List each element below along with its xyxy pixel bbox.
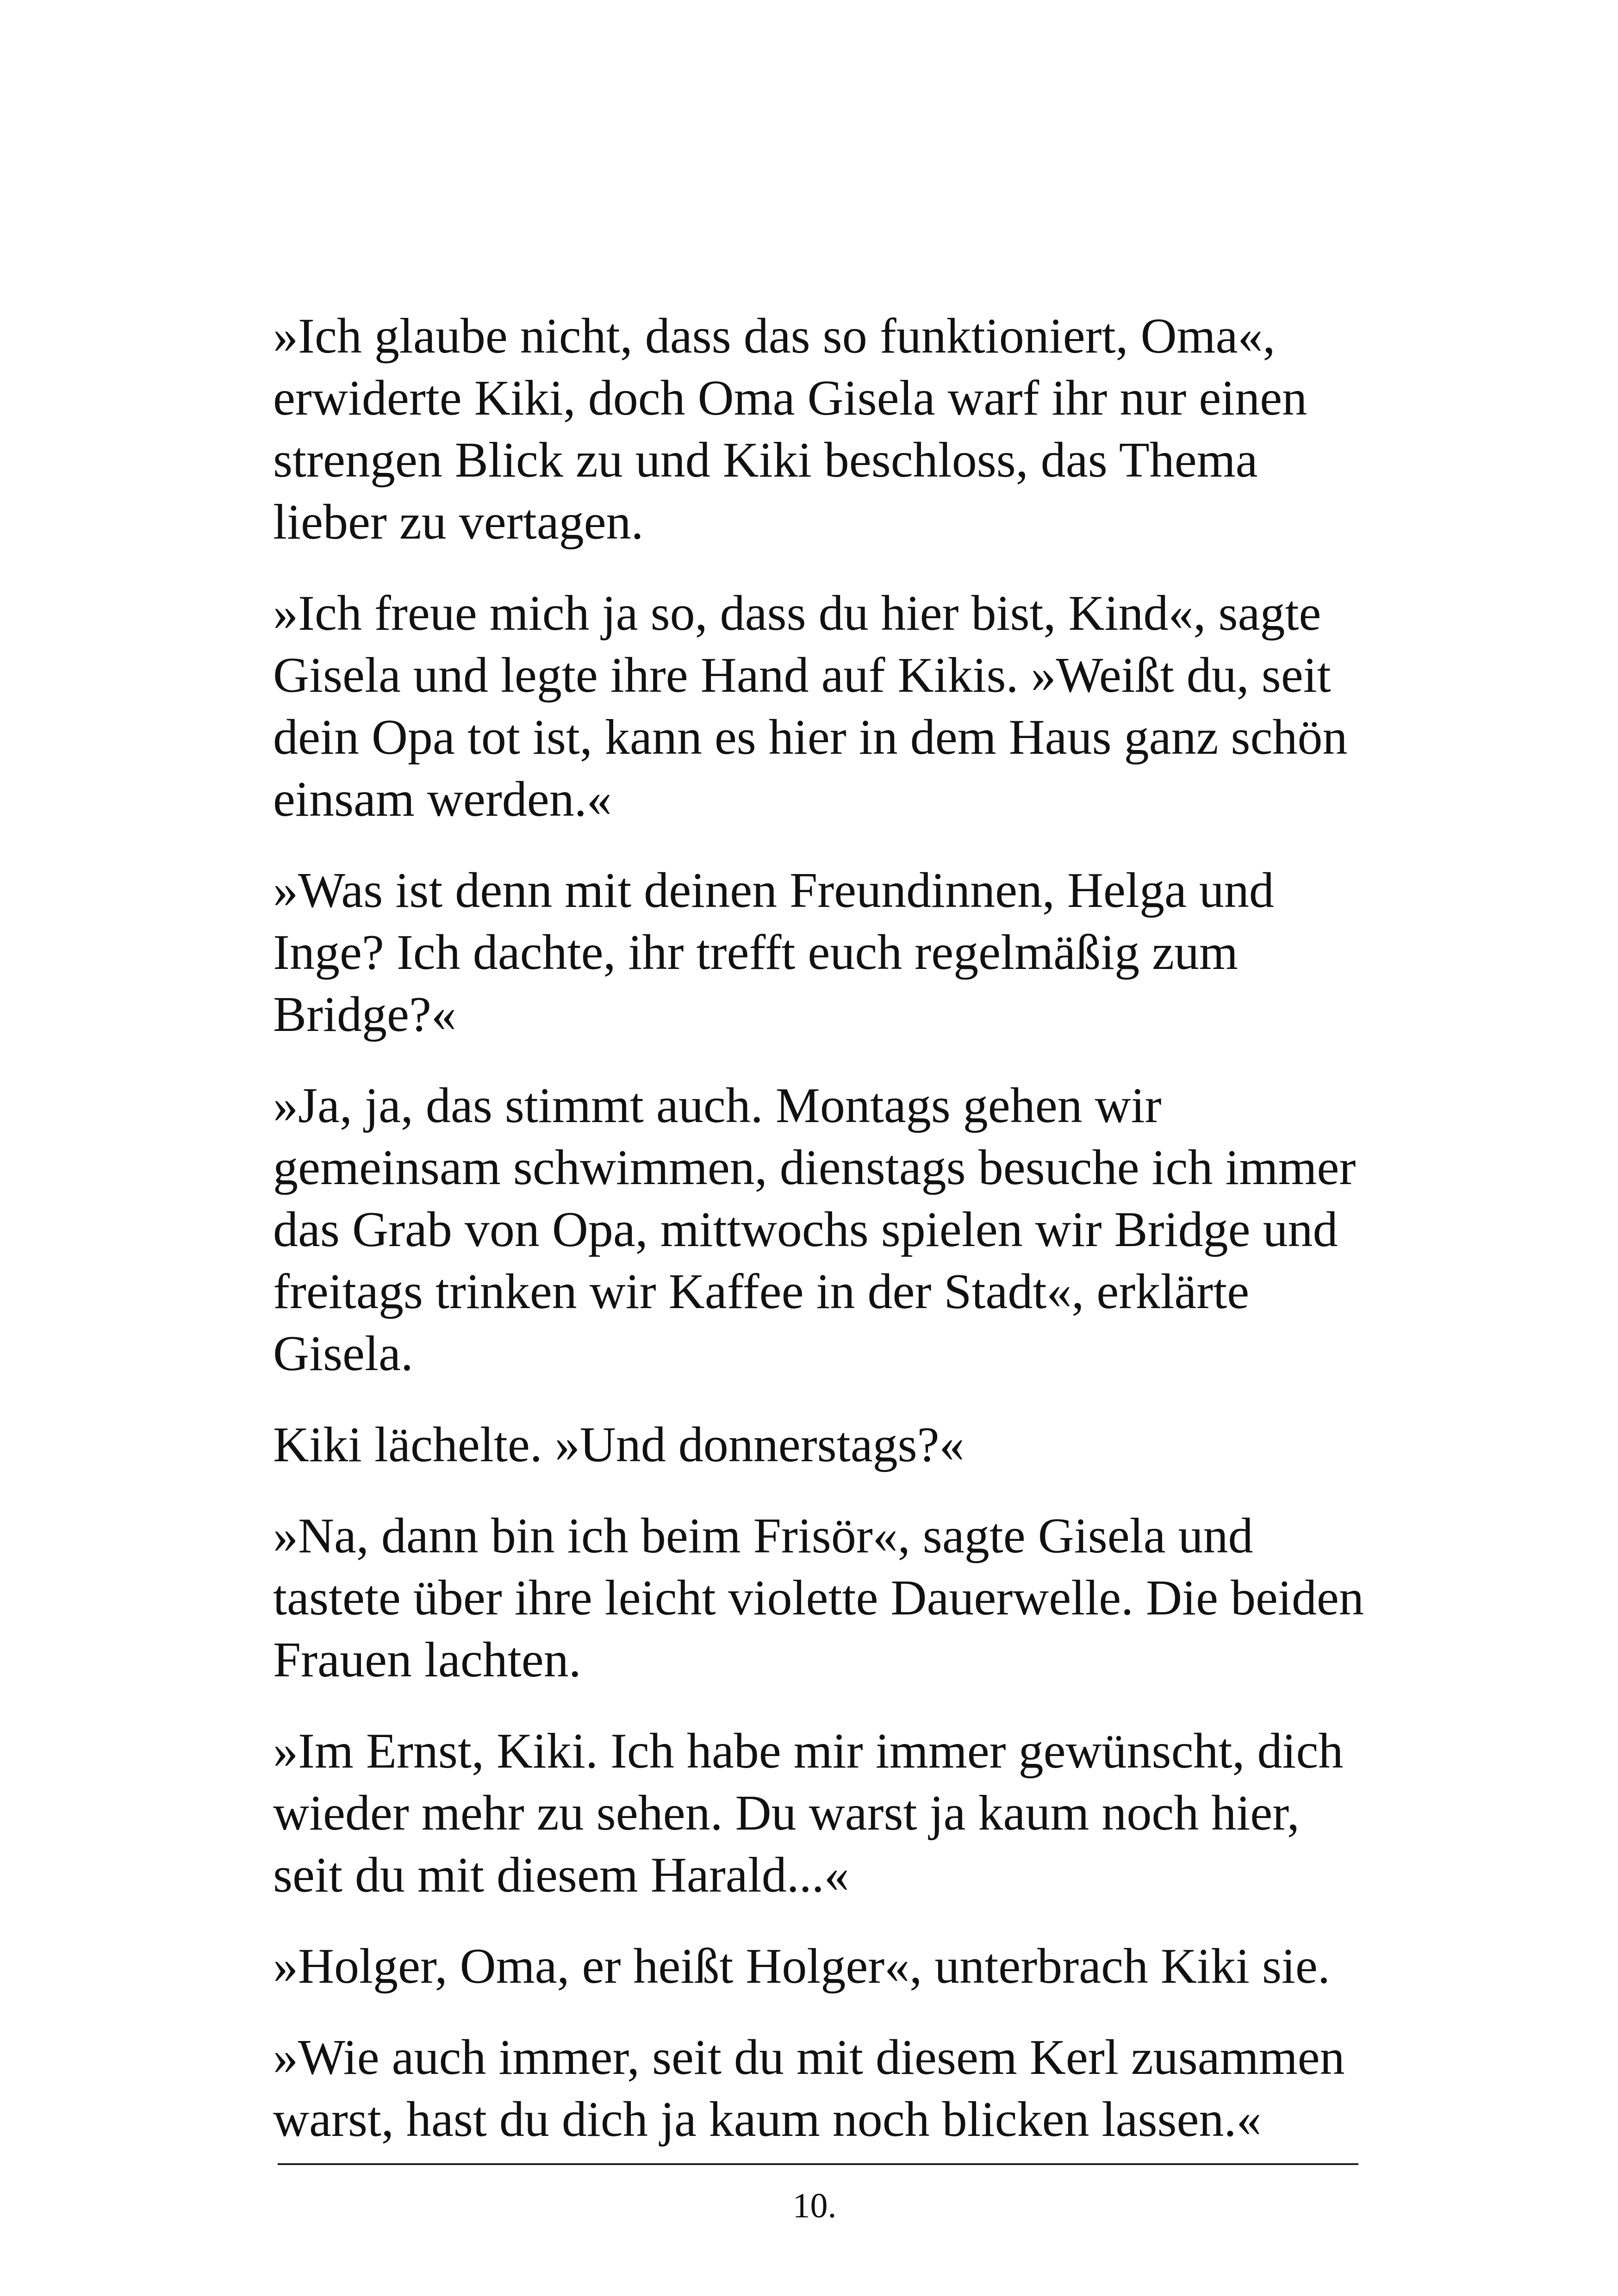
paragraph: »Ja, ja, das stimmt auch. Montags gehen wir gemeinsam schwimmen, dienstags besuche ich immer das Grab von Opa, mittwochs spielen wir Bridge und freitags trinken wir Kaffee in der Stadt«, erklärte Gisela.: [273, 1078, 1356, 1381]
paragraph: »Holger, Oma, er heißt Holger«, unterbrach Kiki sie.: [273, 1939, 1330, 1994]
page-body: [273, 305, 1365, 2180]
paragraph: »Ich freue mich ja so, dass du hier bist, Kind«, sagte Gisela und legte ihre Hand auf Kikis. »Weißt du, seit dein Opa tot ist, kann es hier in dem Haus ganz schön einsam werden.«: [273, 586, 1348, 827]
paragraph: »Na, dann bin ich beim Frisör«, sagte Gisela und tastete über ihre leicht violette Dauerwelle. Die beiden Frauen lachten.: [273, 1508, 1364, 1688]
footer-divider: [278, 2163, 1358, 2165]
paragraph: »Ich glaube nicht, dass das so funktioniert, Oma«, erwiderte Kiki, doch Oma Gisela warf ihr nur einen strengen Blick zu und Kiki beschloss, das Thema lieber zu vertagen.: [273, 309, 1307, 550]
paragraph: »Was ist denn mit deinen Freundinnen, Helga und Inge? Ich dachte, ihr trefft euch regelmäßig zum Bridge?«: [273, 863, 1274, 1042]
paragraph: »Wie auch immer, seit du mit diesem Kerl zusammen warst, hast du dich ja kaum noch blicken lassen.«: [273, 2030, 1345, 2147]
paragraph: Kiki lächelte. »Und donnerstags?«: [273, 1417, 965, 1472]
page-number: 10.: [792, 2186, 837, 2225]
paragraph: »Im Ernst, Kiki. Ich habe mir immer gewünscht, dich wieder mehr zu sehen. Du warst ja kaum noch hier, seit du mit diesem Harald...«: [273, 1724, 1344, 1903]
